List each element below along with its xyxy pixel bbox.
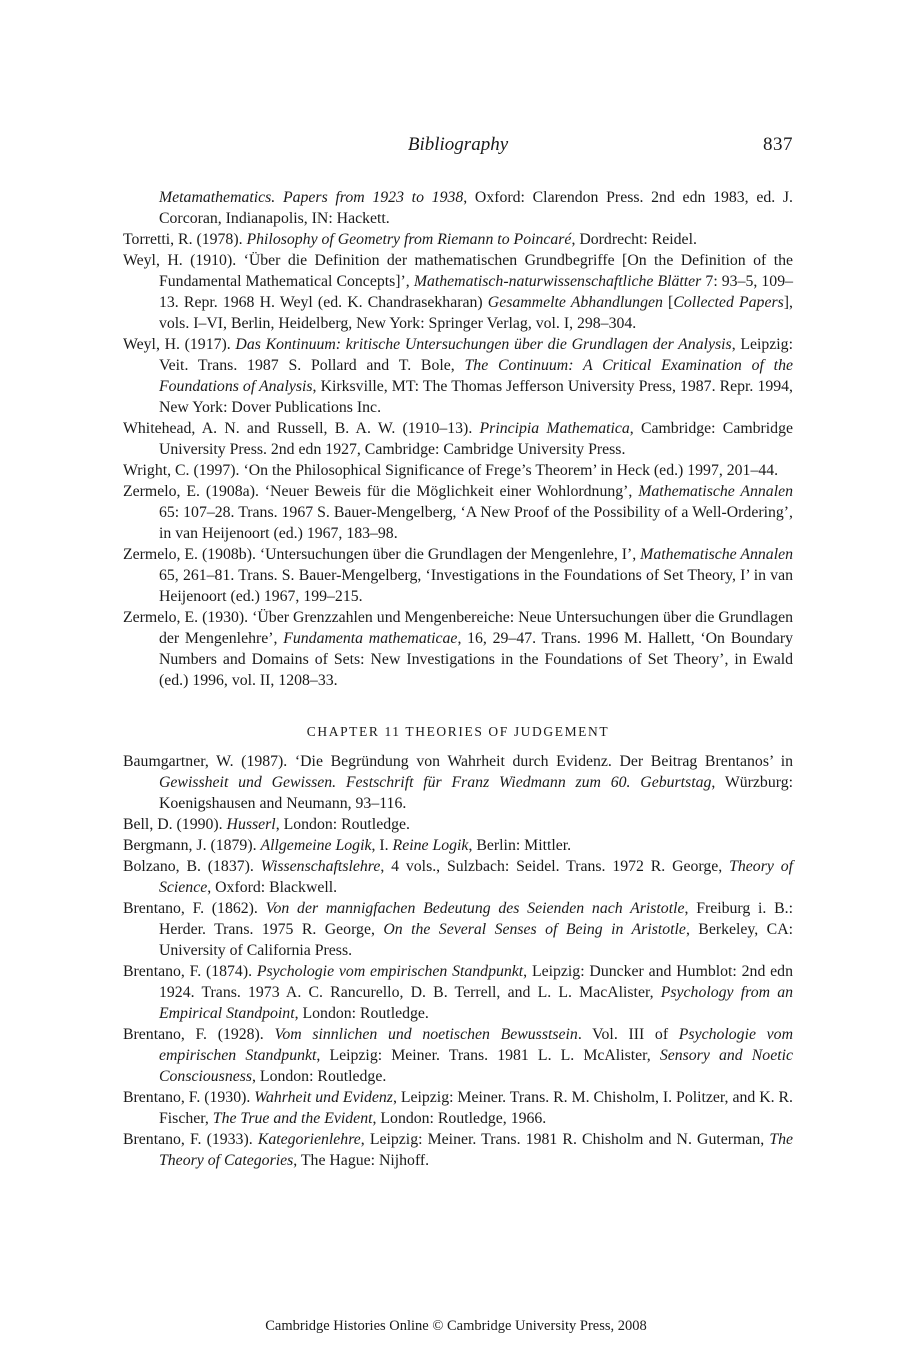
entry-title-text: Husserl (226, 816, 276, 833)
entry-text: , London: Routledge, 1966. (372, 1110, 547, 1127)
entry-text: , 16, 29–47. Trans. 1996 M. Hallett, ‘On Boundary Numbers and Domains of Sets: New Investigations in the Foundations of Set Theory’, in Ewald (ed.) 1996, vol. II, 1208–33. (159, 630, 793, 689)
entry-title-text: Sensory and Noetic Consciousness (159, 1047, 793, 1085)
entry-title-text: Wahrheit und Evidenz (254, 1089, 393, 1106)
bibliography-entry (123, 250, 793, 334)
entry-text: , Oxford: Blackwell. (207, 879, 338, 896)
entry-text: Torretti, R. (1978). (123, 231, 247, 248)
entry-title-text: Allgemeine Logik (260, 837, 372, 854)
entry-text: , Leipzig: Meiner. Trans. R. M. Chisholm, I. Politzer, and K. R. Fischer, (159, 1089, 794, 1127)
entry-text: , Leipzig: Meiner. Trans. 1981 L. L. McAlister, (316, 1047, 660, 1064)
bibliography-entry (123, 229, 793, 250)
entry-title-text: Reine Logik (392, 837, 469, 854)
footer-copyright: Cambridge Histories Online © Cambridge University Press, 2008 (265, 1318, 647, 1334)
bibliography-entry (123, 814, 793, 835)
entry-text: , Berkeley, CA: University of California Press. (159, 921, 794, 959)
entry-text: Baumgartner, W. (1987). ‘Die Begründung von Wahrheit durch Evidenz. Der Beitrag Brentanos’ in (123, 753, 793, 770)
entry-text: Zermelo, E. (1908a). ‘Neuer Beweis für die Möglichkeit einer Wohlordnung’, (123, 483, 639, 500)
entry-text: Brentano, F. (1933). (123, 1131, 258, 1148)
entry-text: , Dordrecht: Reidel. (571, 231, 697, 248)
entry-text: Brentano, F. (1928). (123, 1026, 275, 1043)
entry-text: , Cambridge: Cambridge University Press. 2nd edn 1927, Cambridge: Cambridge University Press. (159, 420, 793, 458)
bibliography-body (123, 187, 793, 1171)
entry-text: , The Hague: Nijhoff. (293, 1152, 430, 1169)
bibliography-entry (123, 334, 793, 418)
entry-text: Brentano, F. (1862). (123, 900, 266, 917)
entry-text: Brentano, F. (1930). (123, 1089, 255, 1106)
entry-title-text: Gesammelte Abhandlungen (487, 294, 663, 311)
bibliography-entry (123, 751, 793, 814)
bibliography-entry (123, 961, 793, 1024)
entry-text: , 4 vols., Sulzbach: Seidel. Trans. 1972 R. George, (380, 858, 730, 875)
chapter-heading: CHAPTER 11 THEORIES OF JUDGEMENT (306, 724, 610, 739)
entry-text: Weyl, H. (1917). (123, 336, 236, 353)
entry-text: , Freiburg i. B.: Herder. Trans. 1975 R. George, (159, 900, 793, 938)
entry-title-text: On the Several Senses of Being in Aristotle (383, 921, 686, 938)
entry-title-text: Metamathematics. Papers from 1923 to 1938 (159, 189, 464, 206)
entry-title-text: The True and the Evident (212, 1110, 373, 1127)
entry-title-text: Kategorienlehre (257, 1131, 361, 1148)
entry-title-text: Von der mannigfachen Bedeutung des Seienden nach Aristotle (265, 900, 685, 917)
running-head (123, 134, 793, 160)
entry-text: 65, 261–81. Trans. S. Bauer-Mengelberg, ‘Investigations in the Foundations of Set Theory, I’ in van Heijenoort (ed.) 1967, 199–215. (159, 567, 793, 605)
entry-text: , Leipzig: Duncker and Humblot: 2nd edn 1924. Trans. 1973 A. C. Rancurello, D. B. Terrell, and L. L. MacAlister, (159, 963, 793, 1001)
entry-text: , Leipzig: Veit. Trans. 1987 S. Pollard and T. Bole, (159, 336, 793, 374)
page-number: 837 (763, 134, 793, 155)
entry-title-text: Theory of Science (159, 858, 793, 896)
bibliography-entry (123, 481, 793, 544)
entry-text: , I. (371, 837, 393, 854)
entry-text: , Berlin: Mittler. (468, 837, 572, 854)
entry-title-text: Mathematisch-naturwissenschaftliche Blätter (413, 273, 702, 290)
bibliography-entry (123, 607, 793, 691)
entry-text: Whitehead, A. N. and Russell, B. A. W. (1910–13). (123, 420, 480, 437)
entry-title-text: Mathematische Annalen (640, 546, 793, 563)
bibliography-entry (123, 1129, 793, 1171)
bibliography-entry-continuation (123, 187, 793, 229)
entry-title-text: Wissenschaftslehre (260, 858, 381, 875)
entry-title-text: Mathematische Annalen (638, 483, 794, 500)
entry-text: , Oxford: Clarendon Press. 2nd edn 1983, ed. J. Corcoran, Indianapolis, IN: Hackett. (159, 189, 793, 227)
entry-title-text: Collected Papers (673, 294, 784, 311)
entry-title-text: Fundamenta mathematicae (283, 630, 458, 647)
bibliography-entry (123, 835, 793, 856)
entry-title-text: Philosophy of Geometry from Riemann to Poincaré (246, 231, 572, 248)
bibliography-entry (123, 1024, 793, 1087)
entry-text: , London: Routledge. (252, 1068, 387, 1085)
bibliography-entry (123, 1087, 793, 1129)
entry-title-text: Gewissheit und Gewissen. Festschrift für Franz Wiedmann zum 60. Geburtstag (159, 774, 712, 791)
entry-text: ], vols. I–VI, Berlin, Heidelberg, New York: Springer Verlag, vol. I, 298–304. (159, 294, 793, 332)
bibliography-entry (123, 544, 793, 607)
entry-text: , London: Routledge. (294, 1005, 429, 1022)
entry-text: [ (662, 294, 674, 311)
entry-title-text: Vom sinnlichen und noetischen Bewusstsein (274, 1026, 578, 1043)
entry-text: . Vol. III of (577, 1026, 679, 1043)
entry-text: Bolzano, B. (1837). (123, 858, 261, 875)
entry-text: , Leipzig: Meiner. Trans. 1981 R. Chisholm and N. Guterman, (360, 1131, 770, 1148)
entry-text: , Kirksville, MT: The Thomas Jefferson University Press, 1987. Repr. 1994, New York: Dover Publications Inc. (159, 378, 793, 416)
entry-text: Zermelo, E. (1930). ‘Über Grenzzahlen und Mengenbereiche: Neue Untersuchungen über die Grundlagen der Mengenlehre’, (123, 609, 793, 647)
entry-text: Wright, C. (1997). ‘On the Philosophical Significance of Frege’s Theorem’ in Heck (ed.) 1997, 201–44. (123, 462, 779, 479)
entry-title-text: The Continuum: A Critical Examination of the Foundations of Analysis (159, 357, 793, 395)
entry-title-text: Das Kontinuum: kritische Untersuchungen über die Grundlagen der Analysis (235, 336, 732, 353)
bibliography-entry (123, 418, 793, 460)
entry-title-text: Psychology from an Empirical Standpoint (159, 984, 793, 1022)
bibliography-entry (123, 856, 793, 898)
bibliography-entry (123, 460, 793, 481)
entry-text: , Würzburg: Koenigshausen and Neumann, 93–116. (159, 774, 793, 812)
entry-text: Brentano, F. (1874). (123, 963, 257, 980)
entry-title-text: Psychologie vom empirischen Standpunkt (159, 1026, 793, 1064)
entry-title-text: Psychologie vom empirischen Standpunkt (256, 963, 524, 980)
bibliography-entry (123, 898, 793, 961)
entry-text: Bergmann, J. (1879). (123, 837, 261, 854)
entry-title-text: Principia Mathematica (479, 420, 630, 437)
entry-text: 7: 93–5, 109–13. Repr. 1968 H. Weyl (ed. K. Chandrasekharan) (159, 273, 793, 311)
entry-text: Bell, D. (1990). (123, 816, 227, 833)
entry-text: 65: 107–28. Trans. 1967 S. Bauer-Mengelberg, ‘A New Proof of the Possibility of a Well-Ordering’, in van Heijenoort (ed.) 1967, 183–98. (159, 504, 793, 542)
entry-text: Zermelo, E. (1908b). ‘Untersuchungen über die Grundlagen der Mengenlehre, I’, (123, 546, 641, 563)
page-title: Bibliography (407, 134, 509, 155)
entry-text: Weyl, H. (1910). ‘Über die Definition der mathematischen Grundbegriffe [On the Definition of the Fundamental Mathematical Concepts]’, (123, 252, 793, 290)
entry-text: , London: Routledge. (275, 816, 410, 833)
entry-title-text: The Theory of Categories (159, 1131, 794, 1169)
